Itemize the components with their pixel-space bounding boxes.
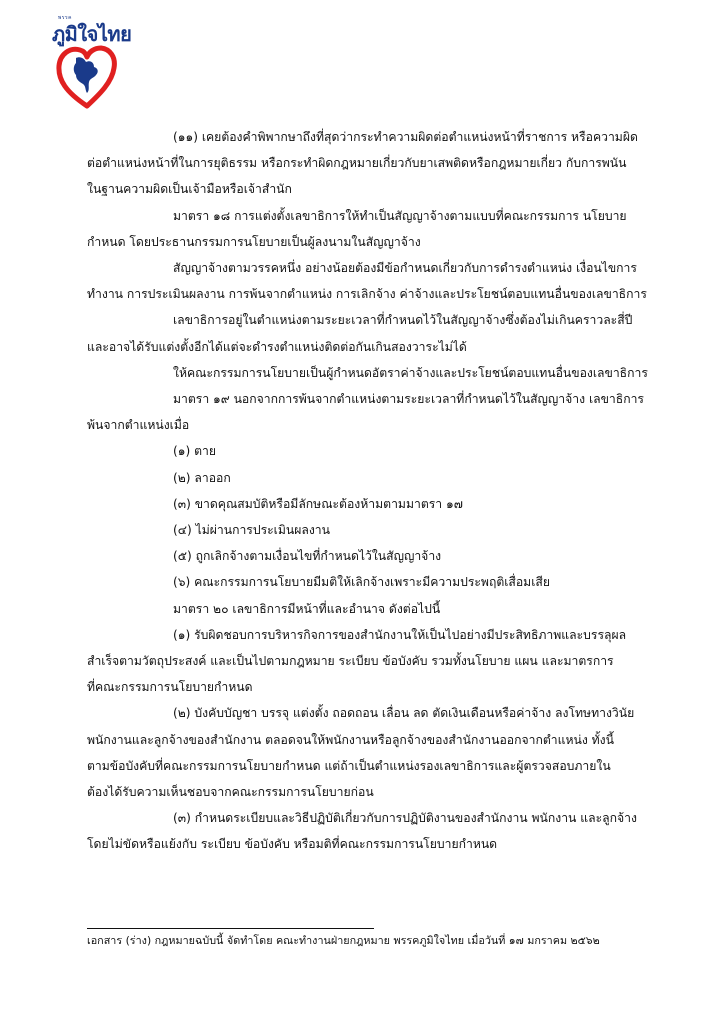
paragraph-line: โดยไม่ขัดหรือแย้งกับ ระเบียบ ข้อบังคับ หรือมติที่คณะกรรมการนโยบายกำหนด bbox=[87, 837, 498, 852]
paragraph-line: ที่คณะกรรมการนโยบายกำหนด bbox=[87, 680, 253, 695]
paragraph-line: พนักงานและลูกจ้างของสำนักงาน ตลอดจนให้พนักงานหรือลูกจ้างของสำนักงานออกจากตำแหน่ง ทั้งนี้ bbox=[87, 732, 614, 747]
logo-small-text: พรรค bbox=[58, 15, 73, 21]
paragraph-line: (๕) ถูกเลิกจ้างตามเงื่อนไขที่กำหนดไว้ในสัญญาจ้าง bbox=[173, 549, 442, 564]
paragraph-line: ตามข้อบังคับที่คณะกรรมการนโยบายกำหนด แต่ถ้าเป็นตำแหน่งรองเลขาธิการและผู้ตรวจสอบภายใน bbox=[87, 758, 611, 773]
paragraph-line: ให้คณะกรรมการนโยบายเป็นผู้กำหนดอัตราค่าจ้างและประโยชน์ตอบแทนอื่นของเลขาธิการ bbox=[173, 365, 648, 380]
paragraph-line: (๓) กำหนดระเบียบและวิธีปฏิบัติเกี่ยวกับการปฏิบัติงานของสำนักงาน พนักงาน และลูกจ้าง bbox=[173, 811, 637, 826]
paragraph-line: สัญญาจ้างตามวรรคหนึ่ง อย่างน้อยต้องมีข้อกำหนดเกี่ยวกับการดำรงตำแหน่ง เงื่อนไขการ bbox=[173, 261, 637, 276]
paragraph-line: (๒) ลาออก bbox=[173, 470, 231, 485]
footer-divider bbox=[87, 928, 374, 929]
document-body bbox=[87, 124, 648, 858]
paragraph-line: (๒) บังคับบัญชา บรรจุ แต่งตั้ง ถอดถอน เลื่อน ลด ตัดเงินเดือนหรือค่าจ้าง ลงโทษทางวินัย bbox=[173, 706, 635, 721]
paragraph-line: พ้นจากตำแหน่งเมื่อ bbox=[87, 418, 190, 433]
paragraph-line: ทำงาน การประเมินผลงาน การพ้นจากตำแหน่ง การเลิกจ้าง ค่าจ้างและประโยชน์ตอบแทนอื่นของเลขาธิการ bbox=[87, 287, 647, 302]
logo-name: ภูมิใจไทย bbox=[52, 22, 132, 46]
paragraph-line: สำเร็จตามวัตถุประสงค์ และเป็นไปตามกฎหมาย ระเบียบ ข้อบังคับ รวมทั้งนโยบาย แผน และมาตรการ bbox=[87, 654, 614, 669]
heart-map-icon bbox=[56, 44, 118, 110]
paragraph-line: (๑) ตาย bbox=[173, 444, 217, 459]
paragraph-line: ต้องได้รับความเห็นชอบจากคณะกรรมการนโยบายก่อน bbox=[87, 785, 374, 800]
paragraph-line: ต่อตำแหน่งหน้าที่ในการยุติธรรม หรือกระทำผิดกฎหมายเกี่ยวกับยาเสพติดหรือกฎหมายเกี่ยว กับการพนัน bbox=[87, 156, 627, 171]
paragraph-line: เลขาธิการอยู่ในตำแหน่งตามระยะเวลาที่กำหนดไว้ในสัญญาจ้างซึ่งต้องไม่เกินคราวละสี่ปี bbox=[173, 313, 633, 328]
paragraph-line: (๖) คณะกรรมการนโยบายมีมติให้เลิกจ้างเพราะมีความประพฤติเสื่อมเสีย bbox=[173, 575, 550, 590]
paragraph-line: มาตรา ๑๘ การแต่งตั้งเลขาธิการให้ทำเป็นสัญญาจ้างตามแบบที่คณะกรรมการ นโยบาย bbox=[173, 208, 627, 223]
footer-note: เอกสาร (ร่าง) กฎหมายฉบับนี้ จัดทำโดย คณะทำงานฝ่ายกฎหมาย พรรคภูมิใจไทย เมื่อวันที่ ๑๗ มกราคม ๒๕๖๒ bbox=[87, 934, 600, 947]
paragraph-line: (๑) รับผิดชอบการบริหารกิจการของสำนักงานให้เป็นไปอย่างมีประสิทธิภาพและบรรลุผล bbox=[173, 627, 627, 642]
paragraph-line: มาตรา ๒๐ เลขาธิการมีหน้าที่และอำนาจ ดังต่อไปนี้ bbox=[173, 601, 441, 616]
paragraph-line: ในฐานความผิดเป็นเจ้ามือหรือเจ้าสำนัก bbox=[87, 182, 292, 197]
paragraph-line: กำหนด โดยประธานกรรมการนโยบายเป็นผู้ลงนามในสัญญาจ้าง bbox=[87, 234, 421, 249]
paragraph-line: มาตรา ๑๙ นอกจากการพ้นจากตำแหน่งตามระยะเวลาที่กำหนดไว้ในสัญญาจ้าง เลขาธิการ bbox=[173, 392, 644, 407]
paragraph-line: (๓) ขาดคุณสมบัติหรือมีลักษณะต้องห้ามตามมาตรา ๑๗ bbox=[173, 496, 463, 511]
paragraph-line: (๔) ไม่ผ่านการประเมินผลงาน bbox=[173, 523, 330, 538]
paragraph-line: (๑๑) เคยต้องคำพิพากษาถึงที่สุดว่ากระทำความผิดต่อตำแหน่งหน้าที่ราชการ หรือความผิด bbox=[173, 130, 638, 144]
paragraph-line: และอาจได้รับแต่งตั้งอีกได้แต่จะดำรงตำแหน่งติดต่อกันเกินสองวาระไม่ได้ bbox=[87, 339, 467, 354]
